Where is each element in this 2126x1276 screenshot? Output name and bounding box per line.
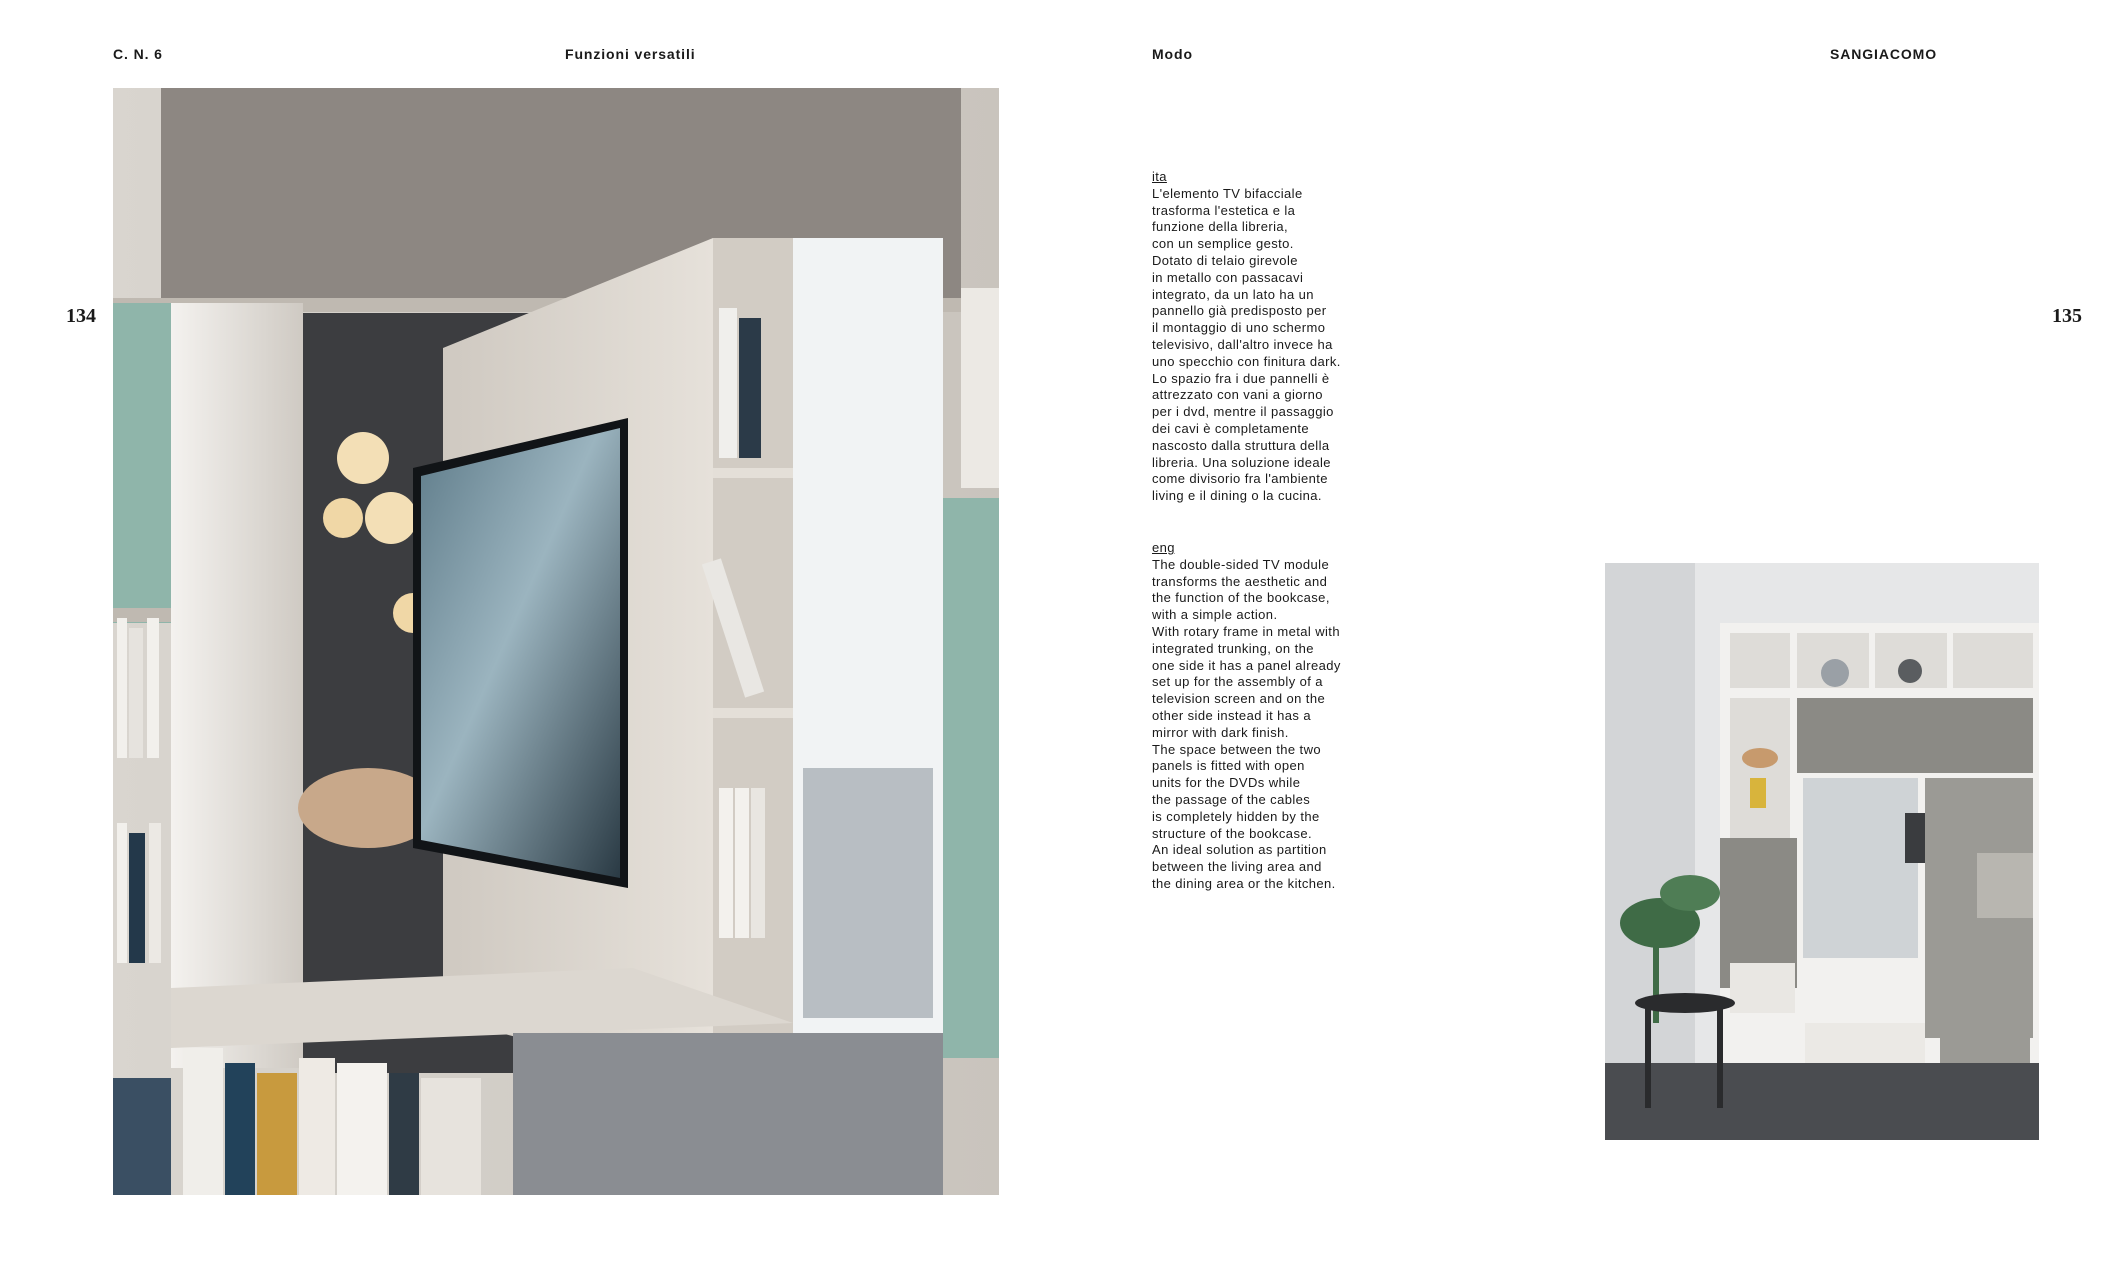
eng-text-block [1152,540,1392,893]
ita-label: ita [1152,169,1167,184]
section-title: Funzioni versatili [565,46,696,62]
brand-name: SANGIACOMO [1830,46,1937,62]
page-number-left: 134 [66,305,96,327]
bookcase-wall-photo [1605,563,2039,1140]
eng-label: eng [1152,540,1175,555]
ita-text-block [1152,169,1392,505]
tv-bookcase-photo [113,88,999,1195]
page-number-right: 135 [2052,305,2082,327]
ita-paragraph: L'elemento TV bifacciale trasforma l'estetica e la funzione della libreria, con un semplice gesto. Dotato di telaio girevole in metallo con passacavi integrato, da un lato ha un pannello già predisposto per il montaggio di uno schermo televisivo, dall'altro invece ha uno specchio con finitura dark. Lo spazio fra i due pannelli è attrezzato con vani a giorno per i dvd, mentre il passaggio dei cavi è completamente nascosto dalla struttura della libreria. Una soluzione ideale come divisorio fra l'ambiente living e il dining o la cucina. [1152,185,1341,504]
collection-name: Modo [1152,46,1193,62]
eng-paragraph: The double-sided TV module transforms the aesthetic and the function of the bookcase, with a simple action. With rotary frame in metal with integrated trunking, on the one side it has a panel already set up for the assembly of a television screen and on the other side instead it has a mirror with dark finish. The space between the two panels is fitted with open units for the DVDs while the passage of the cables is completely hidden by the structure of the bookcase. An ideal solution as partition between the living area and the dining area or the kitchen. [1152,556,1341,891]
section-code: C. N. 6 [113,46,163,62]
